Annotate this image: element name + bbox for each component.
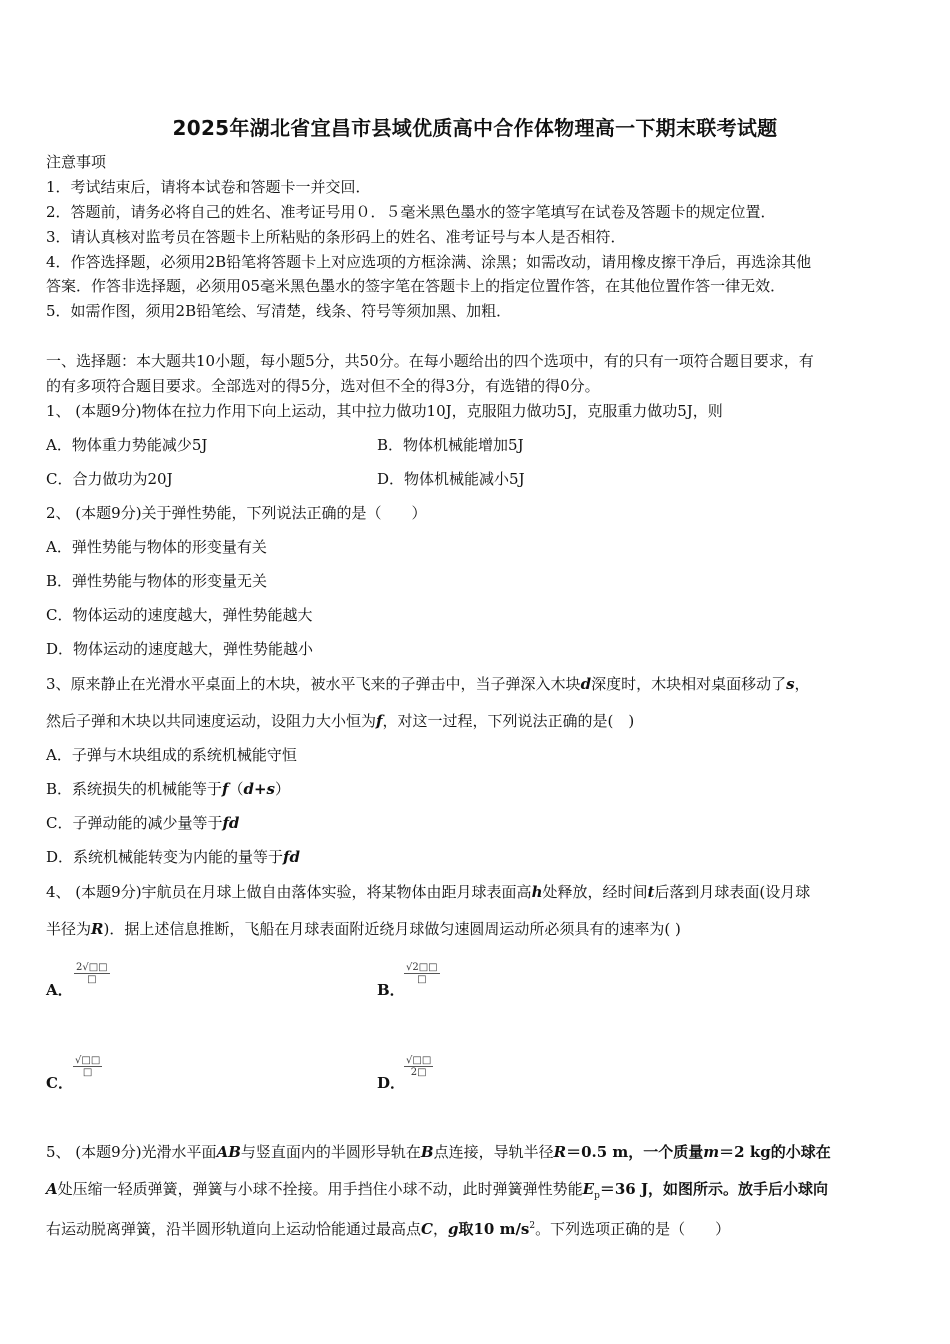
notice-item: 答案．作答非选择题，必须用05毫米黑色墨水的签字笔在答题卡上的指定位置作答，在其他位置作答一律无效． xyxy=(46,277,786,295)
q5-text: 。下列选项正确的是（ ） xyxy=(535,1220,731,1238)
question-4-option-a: A． xyxy=(46,981,73,999)
option-b-formula xyxy=(404,962,440,985)
question-1-option-c: C．合力做功为20J xyxy=(46,470,173,488)
formula-denominator: □ xyxy=(82,1067,93,1078)
question-1-stem: 1、 (本题9分)物体在拉力作用下向上运动，其中拉力做功10J，克服阻力做功5J，克服重力做功5J，则 xyxy=(46,402,723,420)
question-5-stem-line1 xyxy=(46,1142,906,1162)
q5-text: 取10 m/s xyxy=(458,1220,530,1238)
formula-denominator: □ xyxy=(417,974,427,985)
q3-text: 3、原来静止在光滑水平桌面上的木块，被水平飞来的子弹击中，当子弹深入木块 xyxy=(46,675,581,693)
notice-item: 3．请认真核对监考员在答题卡上所粘贴的条形码上的姓名、准考证号与本人是否相符． xyxy=(46,228,626,246)
question-3-option-c xyxy=(46,813,906,833)
question-1-option-a: A．物体重力势能减少5J xyxy=(46,436,208,454)
q5-var-m: m xyxy=(703,1143,720,1161)
question-2-option-b: B．弹性势能与物体的形变量无关 xyxy=(46,572,268,590)
q5-text: 右运动脱离弹簧，沿半圆形轨道向上运动恰能通过最高点 xyxy=(46,1220,422,1238)
notice-item: 5．如需作图，须用2B铅笔绘、写清楚，线条、符号等须加黑、加粗． xyxy=(46,302,512,320)
q5-var-A: A xyxy=(46,1180,58,1198)
question-1-option-b: B．物体机械能增加5J xyxy=(377,436,524,454)
option-c-formula xyxy=(73,1055,102,1078)
q4-text: )．据上述信息推断，飞船在月球表面附近绕月球做匀速圆周运动所必须具有的速率为( ) xyxy=(103,920,681,938)
option-d-formula xyxy=(404,1055,433,1078)
q3-var-s: s xyxy=(786,675,795,693)
q3-option-c-val: fd xyxy=(222,814,240,832)
q5-text: 处压缩一轻质弹簧，弹簧与小球不拴接。用手挡住小球不动，此时弹簧弹性势能 xyxy=(57,1180,583,1198)
q5-superscript-2: 2 xyxy=(529,1221,536,1231)
option-a-formula xyxy=(74,962,110,985)
question-3-option-a: A．子弹与木块组成的系统机械能守恒 xyxy=(46,746,297,764)
q5-text: ＝0.5 m，一个质量 xyxy=(566,1143,704,1161)
notice-item: 2．答题前，请务必将自己的姓名、准考证号用０．５毫米黑色墨水的签字笔填写在试卷及答题卡的规定位置． xyxy=(46,203,776,221)
question-3-option-b xyxy=(46,779,906,799)
question-2-option-d: D．物体运动的速度越大，弹性势能越小 xyxy=(46,640,314,658)
q3-option-b-text: B．系统损失的机械能等于 xyxy=(46,780,223,798)
q3-text: 然后子弹和木块以共同速度运动，设阻力大小恒为 xyxy=(46,712,377,730)
q5-subscript-p: p xyxy=(594,1191,600,1201)
q5-var-R: R xyxy=(553,1143,567,1161)
q3-option-b-close: ） xyxy=(275,780,291,798)
question-3-stem-line1 xyxy=(46,674,906,694)
formula-numerator: √2□□ xyxy=(406,962,438,973)
q4-text: 后落到月球表面(设月球 xyxy=(654,883,811,901)
question-5-stem-line3 xyxy=(46,1216,906,1239)
q3-text: 深度时，木块相对桌面移动了 xyxy=(591,675,787,693)
q5-var-C: C xyxy=(421,1220,433,1238)
question-4-option-d: D． xyxy=(377,1074,406,1092)
q3-var-d: d xyxy=(580,675,592,693)
notice-item: 4．作答选择题，必须用2B铅笔将答题卡上对应选项的方框涂满、涂黑；如需改动，请用橡皮擦干净后，再选涂其他 xyxy=(46,253,812,271)
q4-var-t: t xyxy=(647,883,655,901)
q3-option-b-expr: d+s xyxy=(243,780,276,798)
question-2-stem: 2、 (本题9分)关于弹性势能，下列说法正确的是（ ） xyxy=(46,504,427,522)
q5-var-g: g xyxy=(447,1220,459,1238)
q5-text: ， xyxy=(432,1220,448,1238)
question-1-option-d: D．物体机械能减小5J xyxy=(377,470,525,488)
q5-text: 与竖直面内的半圆形导轨在 xyxy=(240,1143,421,1161)
q3-option-c-text: C．子弹动能的减少量等于 xyxy=(46,814,223,832)
q3-text: ， xyxy=(794,675,810,693)
question-2-option-c: C．物体运动的速度越大，弹性势能越大 xyxy=(46,606,313,624)
question-3-stem-line2 xyxy=(46,711,906,731)
question-3-option-d xyxy=(46,847,906,867)
q3-var-f: f xyxy=(376,712,383,730)
q3-option-b-paren: （ xyxy=(228,780,244,798)
page-title: 2025年湖北省宜昌市县域优质高中合作体物理高一下期末联考试题 xyxy=(172,116,778,140)
question-4-stem-line1 xyxy=(46,882,906,902)
q3-text: ，对这一过程，下列说法正确的是( ) xyxy=(382,712,635,730)
section-instruction: 的有多项符合题目要求。全部选对的得5分，选对但不全的得3分，有选错的得0分。 xyxy=(46,377,600,395)
q4-var-h: h xyxy=(531,883,543,901)
question-4-option-b: B． xyxy=(377,981,405,999)
q3-option-d-val: fd xyxy=(283,848,300,866)
q3-option-b-f: f xyxy=(222,780,229,798)
question-2-option-a: A．弹性势能与物体的形变量有关 xyxy=(46,538,267,556)
q5-text: 5、 (本题9分)光滑水平面 xyxy=(46,1143,217,1161)
q5-var-B: B xyxy=(420,1143,434,1161)
question-4-option-c: C． xyxy=(46,1074,73,1092)
q3-option-d-text: D．系统机械能转变为内能的量等于 xyxy=(46,848,284,866)
q5-text: ＝2 kg的小球在 xyxy=(719,1143,831,1161)
formula-denominator: 2□ xyxy=(410,1067,427,1078)
q5-var-E: E xyxy=(582,1180,595,1198)
notice-heading: 注意事项 xyxy=(46,153,107,171)
question-4-stem-line2 xyxy=(46,919,906,939)
section-instruction: 一、选择题：本大题共10小题，每小题5分，共50分。在每小题给出的四个选项中，有的只有一项符合题目要求，有 xyxy=(46,352,814,370)
q4-text: 4、 (本题9分)宇航员在月球上做自由落体实验，将某物体由距月球表面高 xyxy=(46,883,532,901)
q4-text: 处释放，经时间 xyxy=(542,883,648,901)
q4-text: 半径为 xyxy=(46,920,92,938)
formula-numerator: √□□ xyxy=(75,1055,101,1066)
q5-var-AB: AB xyxy=(216,1143,241,1161)
question-5-stem-line2 xyxy=(46,1179,906,1206)
q5-text: 点连接，导轨半径 xyxy=(433,1143,554,1161)
notice-item: 1．考试结束后，请将本试卷和答题卡一并交回． xyxy=(46,178,371,196)
q4-var-R: R xyxy=(91,920,104,938)
formula-numerator: √□□ xyxy=(406,1055,432,1066)
q5-text: ＝36 J，如图所示。放手后小球向 xyxy=(599,1180,829,1198)
formula-numerator: 2√□□ xyxy=(76,962,108,973)
formula-denominator: □ xyxy=(87,974,97,985)
